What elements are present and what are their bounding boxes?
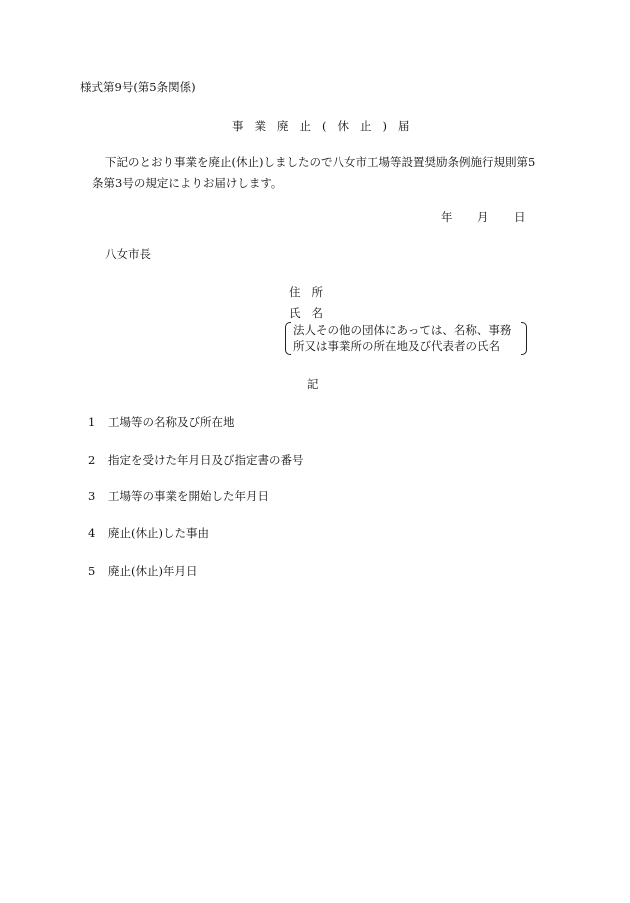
list-item xyxy=(88,455,304,467)
item-text: 工場等の事業を開始した年月日 xyxy=(108,489,269,503)
item-number: 2 xyxy=(88,453,96,467)
address-label: 住所 xyxy=(289,285,334,299)
organization-note xyxy=(285,322,527,355)
date-year-label: 年 xyxy=(441,210,453,224)
item-number: 4 xyxy=(88,526,96,540)
date-month-label: 月 xyxy=(477,210,489,224)
item-text: 指定を受けた年月日及び指定書の番号 xyxy=(108,453,304,467)
item-text: 工場等の名称及び所在地 xyxy=(108,415,235,429)
list-item xyxy=(88,528,209,540)
document-title: 事業廃止(休止)届 xyxy=(232,119,421,133)
item-number: 5 xyxy=(88,564,96,578)
form-number: 様式第9号(第5条関係) xyxy=(80,80,196,94)
body-text-line-1: 下記のとおり事業を廃止(休止)しましたので八女市工場等設置奨励条例施行規則第5 xyxy=(105,155,536,169)
item-number: 3 xyxy=(88,489,96,503)
body-text-line-2: 条第3号の規定によりお届けします。 xyxy=(92,176,283,190)
item-text: 廃止(休止)年月日 xyxy=(108,564,198,578)
list-item xyxy=(88,566,197,578)
right-bracket xyxy=(521,322,527,355)
name-label: 氏名 xyxy=(289,306,334,320)
item-number: 1 xyxy=(88,415,96,429)
addressee: 八女市長 xyxy=(105,247,151,261)
item-text: 廃止(休止)した事由 xyxy=(108,526,209,540)
ki-heading: 記 xyxy=(307,377,319,391)
organization-note-line-1: 法人その他の団体にあっては、名称、事務 xyxy=(293,323,512,337)
list-item xyxy=(88,417,235,429)
organization-note-line-2: 所又は事業所の所在地及び代表者の氏名 xyxy=(293,339,500,353)
left-bracket xyxy=(285,322,291,355)
date-day-label: 日 xyxy=(514,210,526,224)
list-item xyxy=(88,491,269,503)
